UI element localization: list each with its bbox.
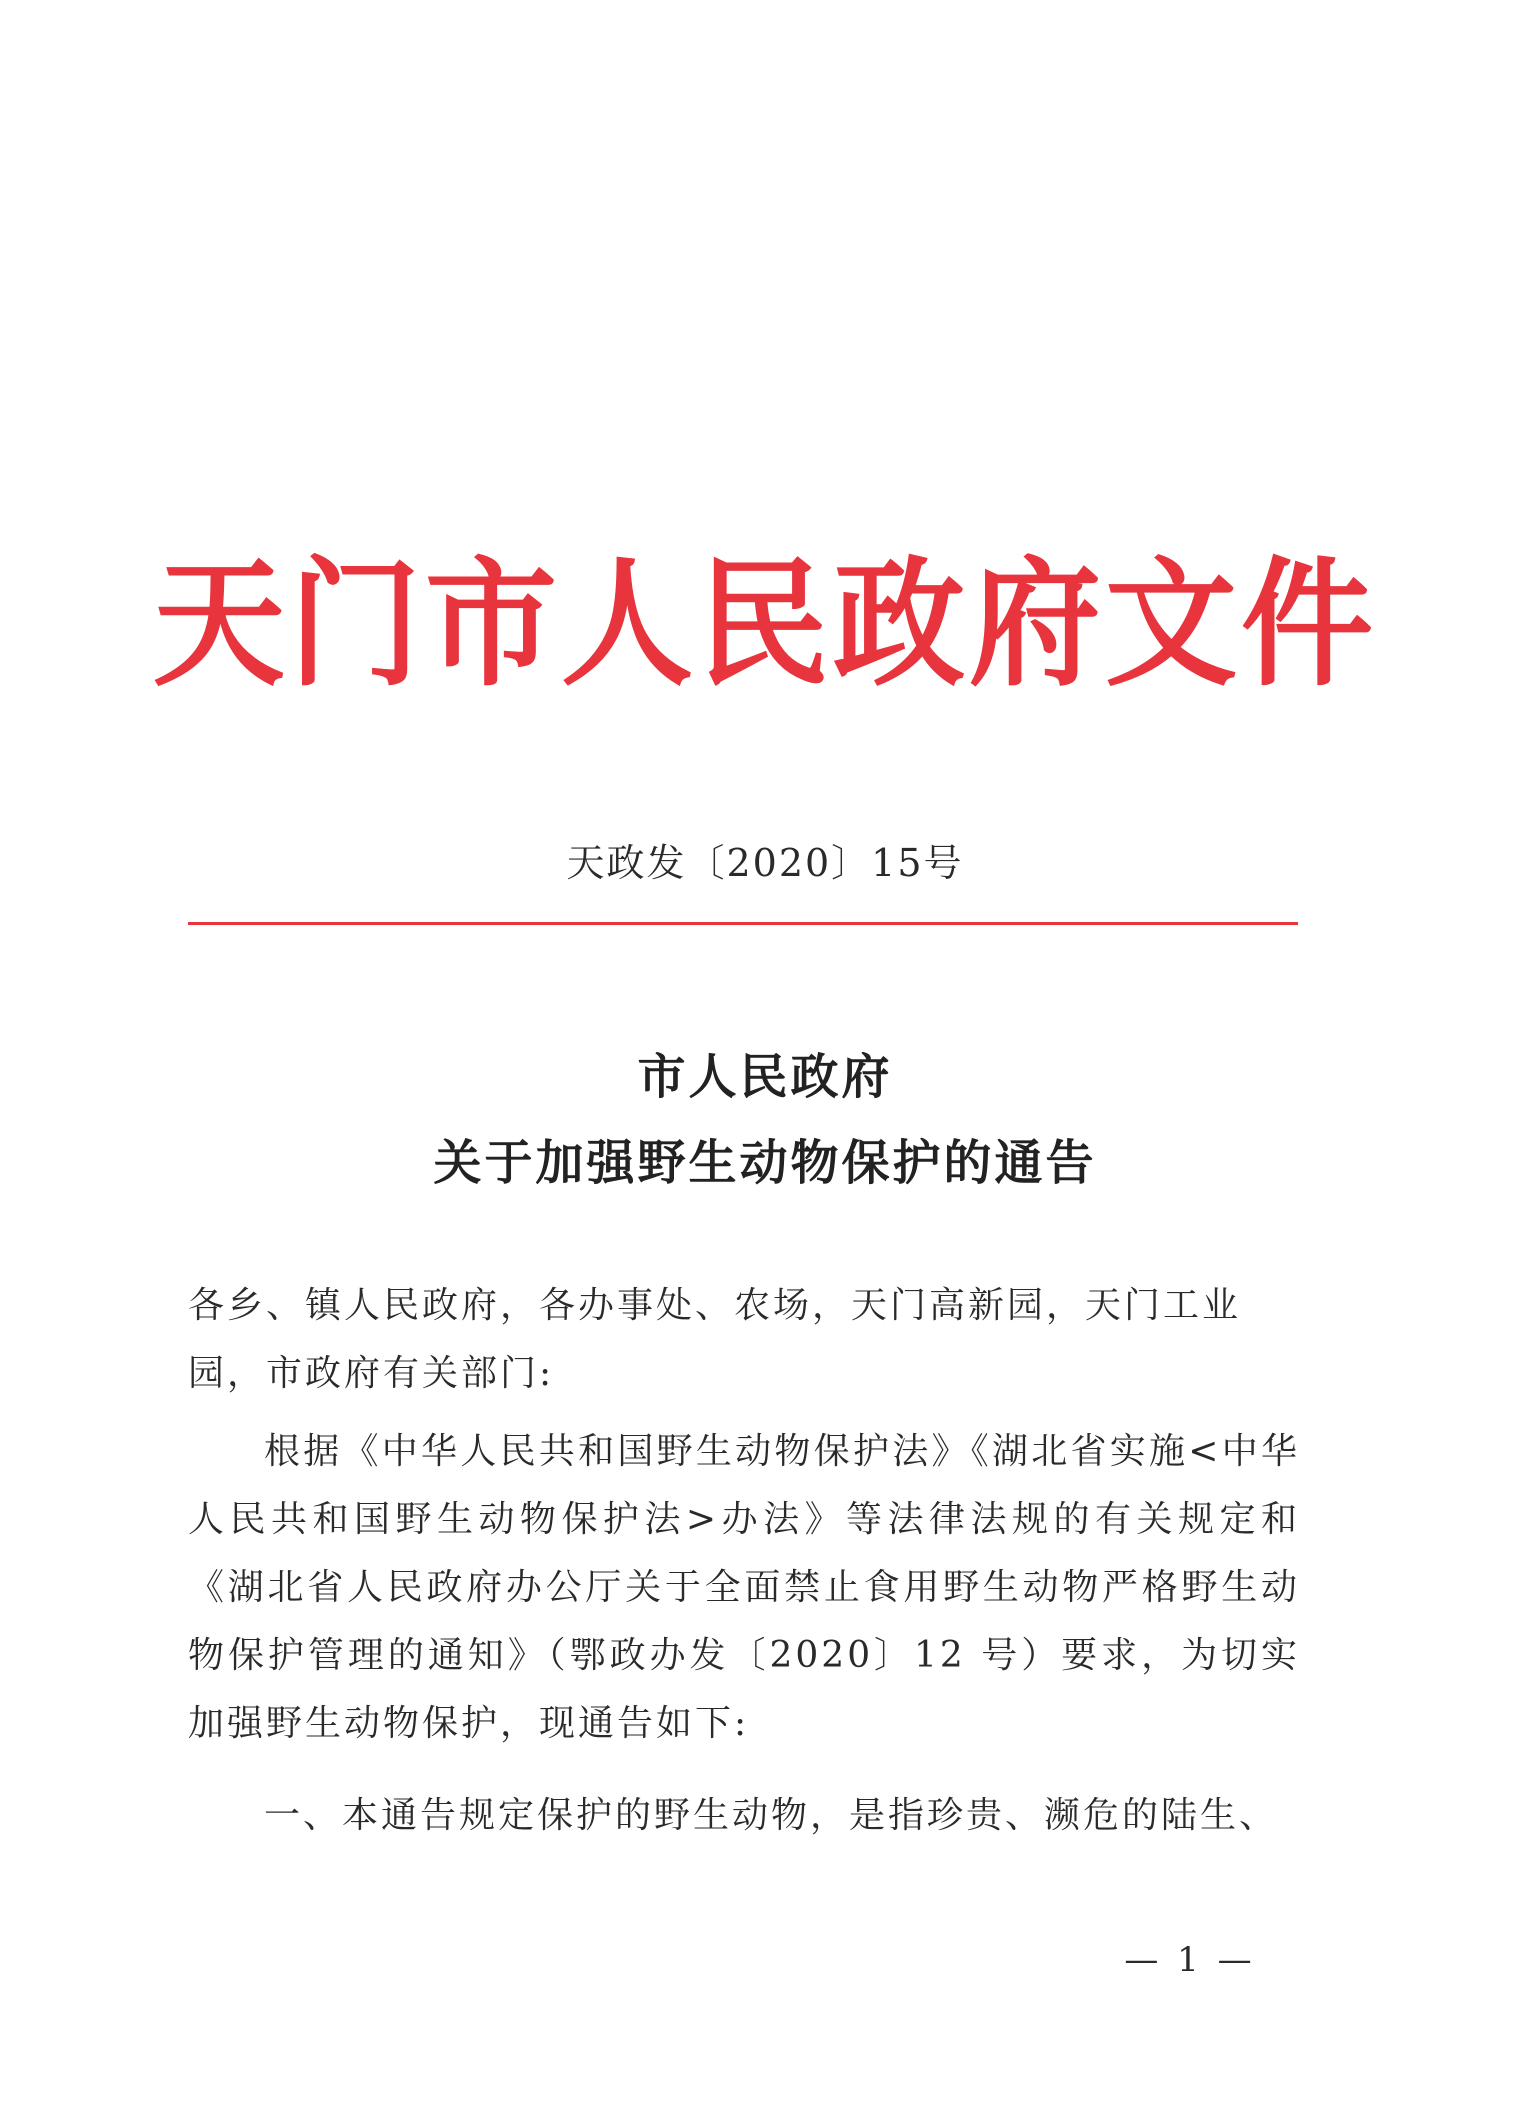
- document-masthead: 天门市人民政府文件: [153, 544, 1377, 706]
- notice-title-issuer: 市人民政府: [637, 1049, 893, 1105]
- notice-title-subject: 关于加强野生动物保护的通告: [433, 1135, 1097, 1191]
- body-paragraph-article-1: 一、本通告规定保护的野生动物，是指珍贵、濒危的陆生、: [264, 1795, 1279, 1836]
- body-paragraph-preamble: 根据《中华人民共和国野生动物保护法》《湖北省实施<中华人民共和国野生动物保护法>办法》等法律法规的有关规定和《湖北省人民政府办公厅关于全面禁止食用野生动物严格野生动物保护管理的通知》（鄂政办发〔2020〕12 号）要求，为切实加强野生动物保护，现通告如下:: [188, 1431, 1300, 1744]
- red-separator-line: [188, 922, 1298, 925]
- salutation: 各乡、镇人民政府，各办事处、农场，天门高新园，天门工业园，市政府有关部门:: [188, 1285, 1242, 1394]
- document-number: 天政发〔2020〕15号: [566, 841, 964, 885]
- page-number: — 1 —: [1124, 1940, 1256, 1980]
